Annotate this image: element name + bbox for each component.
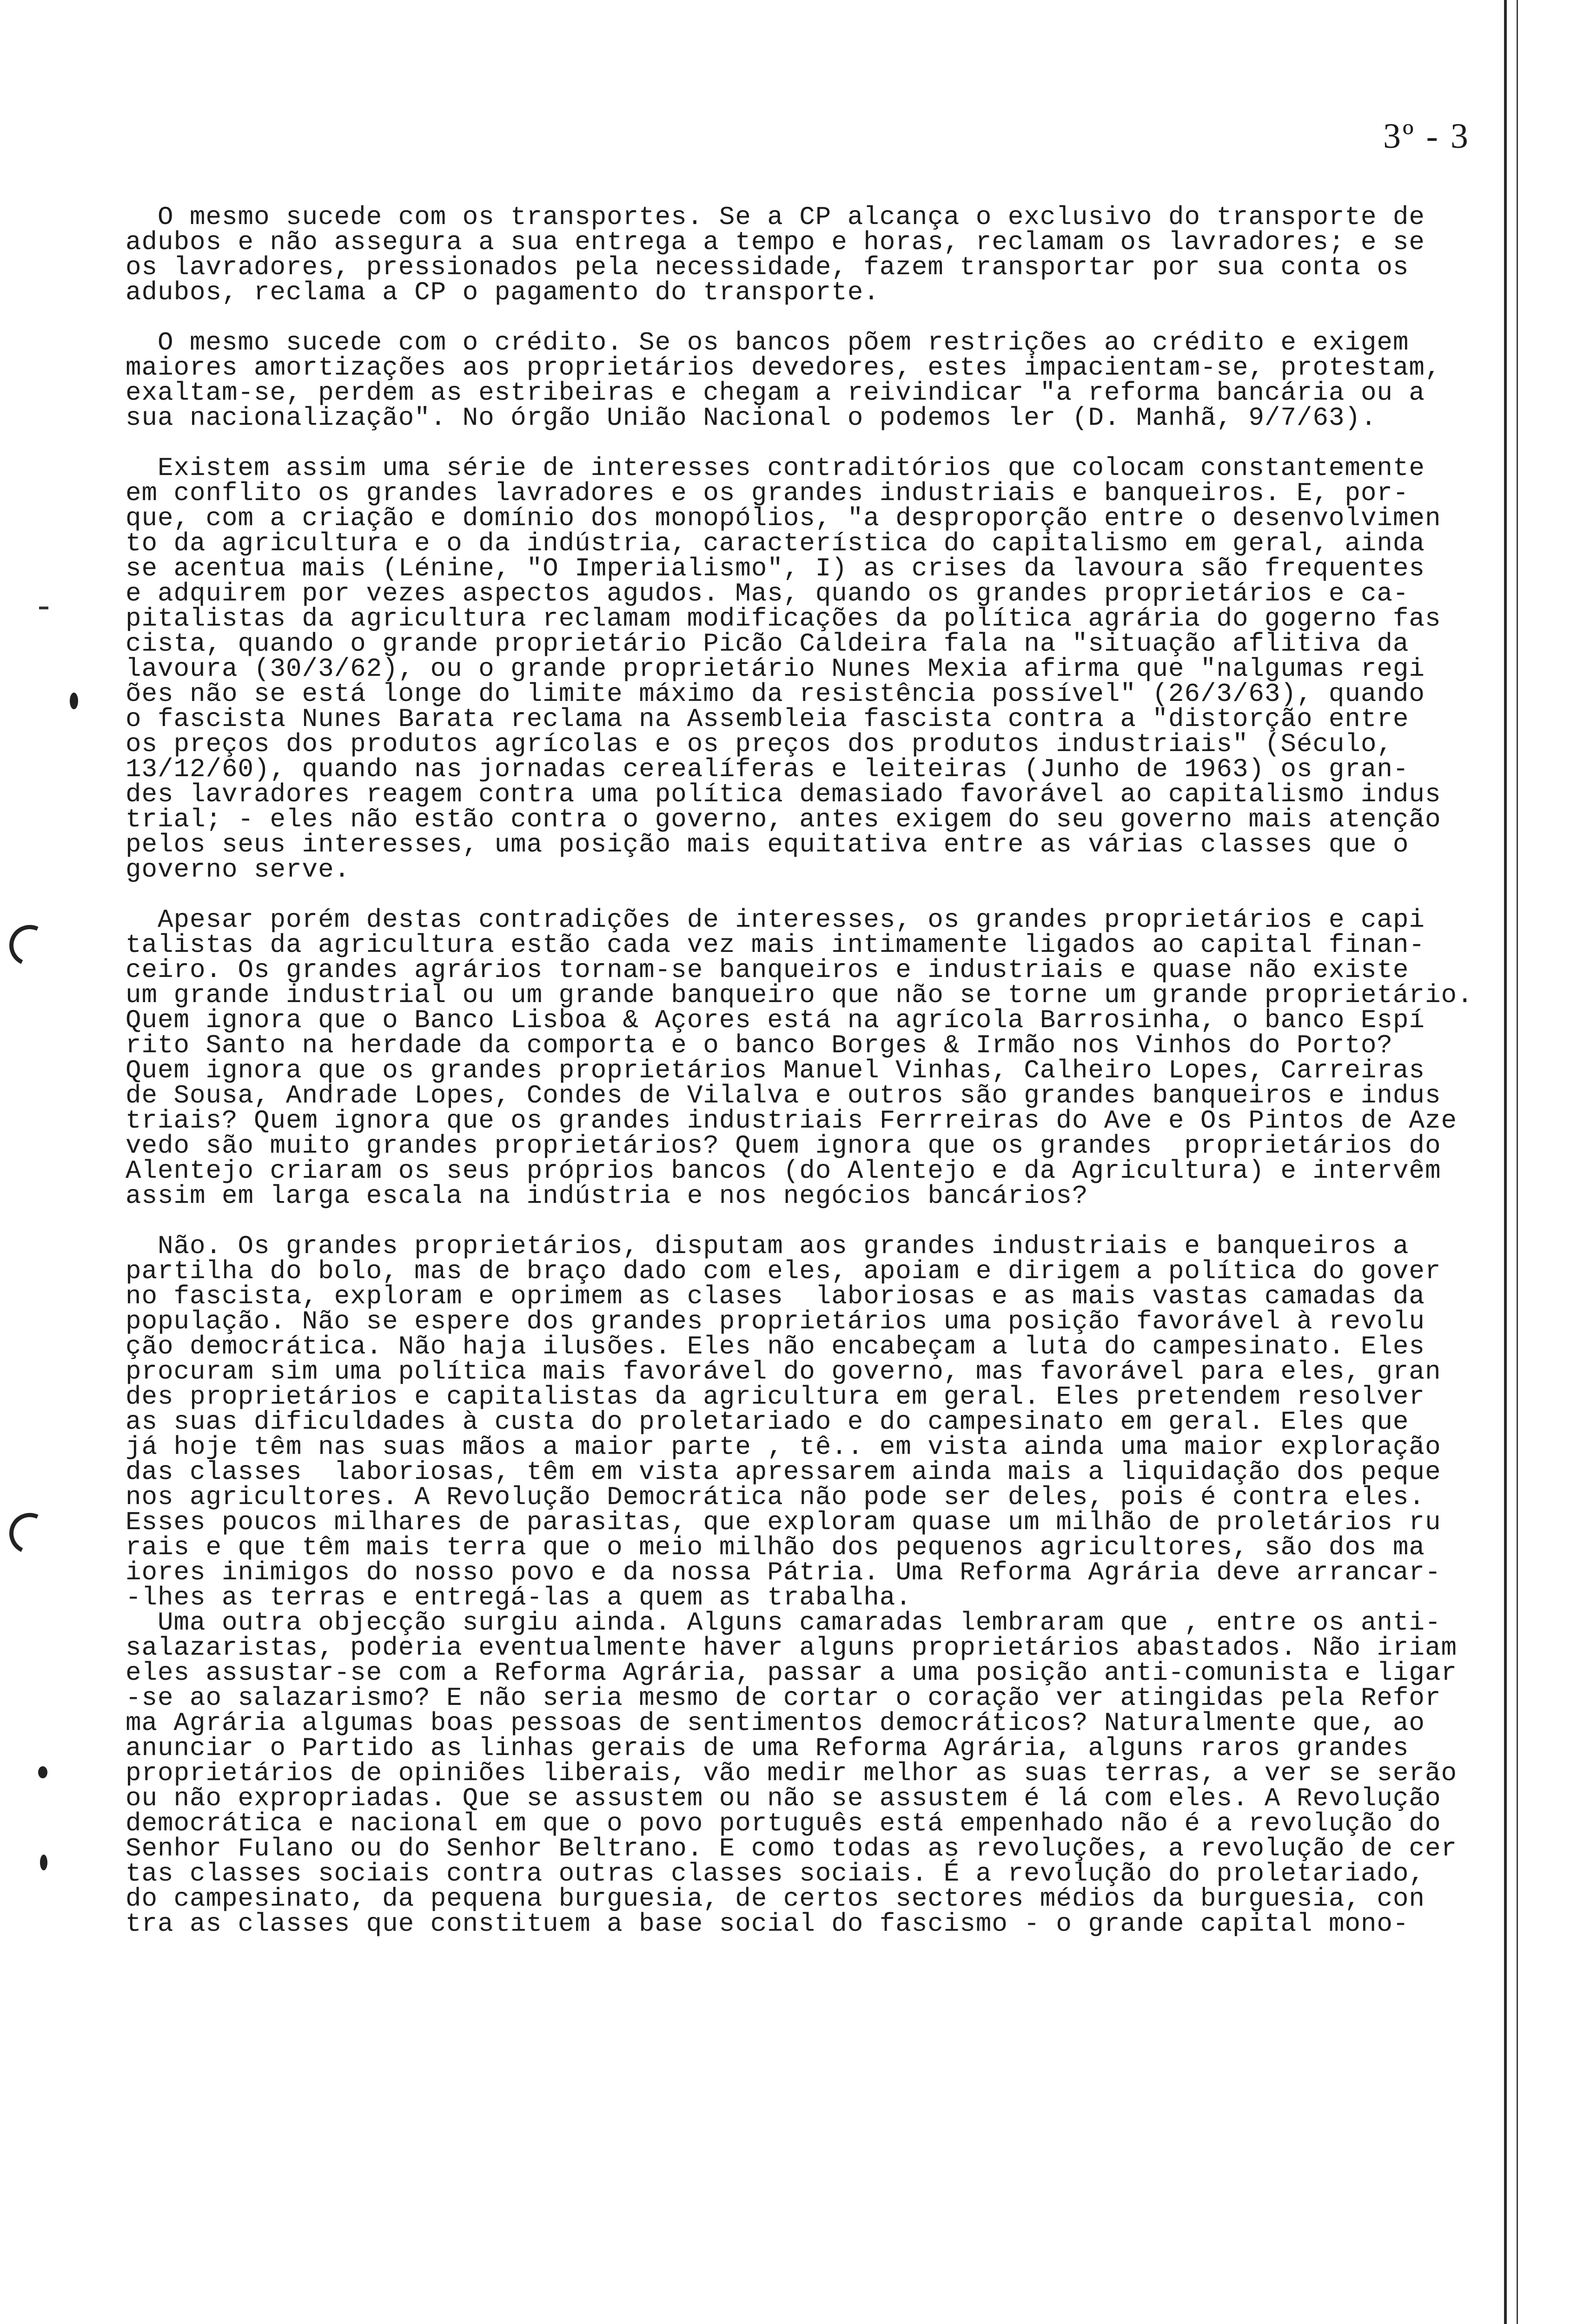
paragraph-no-illusions [126, 1231, 1502, 1939]
text-line: as suas dificuldades à custa do proletariado e do campesinato em geral. Eles que [126, 1407, 1409, 1437]
text-line: e adquirem por vezes aspectos agudos. Mas, quando os grandes proprietários e ca- [126, 579, 1409, 608]
ink-speck [38, 1766, 47, 1778]
text-line: Esses poucos milhares de parasitas, que exploram quase um milhão de proletários ru [126, 1507, 1441, 1537]
text-line: pelos seus interesses, uma posição mais equitativa entre as várias classes que o [126, 830, 1409, 859]
text-line: des proprietários e capitalistas da agricultura em geral. Eles pretendem resolver [126, 1382, 1425, 1412]
margin-tick [39, 607, 48, 609]
text-line: procuram sim uma política mais favorável do governo, mas favorável para eles, gran [126, 1357, 1441, 1386]
text-line: rais e que têm mais terra que o meio milhão dos pequenos agricultores, são dos ma [126, 1532, 1425, 1562]
text-line: exaltam-se, perdem as estribeiras e chegam a reivindicar "a reforma bancária ou a [126, 378, 1425, 408]
text-line: proprietários de opiniões liberais, vão medir melhor as suas terras, a ver se serão [126, 1758, 1457, 1788]
text-line: Quem ignora que os grandes proprietários Manuel Vinhas, Calheiro Lopes, Carreiras [126, 1056, 1425, 1085]
text-line: lavoura (30/3/62), ou o grande proprietário Nunes Mexia afirma que "nalgumas regi [126, 654, 1425, 684]
text-line: tas classes sociais contra outras classes sociais. É a revolução do proletariado, [126, 1859, 1425, 1888]
text-line: de Sousa, Andrade Lopes, Condes de Vilalva e outros são grandes banqueiros e indus [126, 1081, 1441, 1110]
text-line: O mesmo sucede com o crédito. Se os bancos põem restrições ao crédito e exigem [126, 328, 1409, 357]
text-line: partilha do bolo, mas de braço dado com eles, apoiam e dirigem a política do gover [126, 1256, 1441, 1286]
text-line: em conflito os grandes lavradores e os grandes industriais e banqueiros. E, por- [126, 478, 1409, 508]
text-line: -lhes as terras e entregá-las a quem as trabalha. [126, 1583, 912, 1612]
text-line: um grande industrial ou um grande banqueiro que não se torne um grande proprietário. [126, 980, 1473, 1010]
text-line: adubos, reclama a CP o pagamento do transporte. [126, 277, 880, 307]
punch-hole-mark [4, 1507, 56, 1560]
text-line: to da agricultura e o da indústria, característica do capitalismo em geral, ainda [126, 528, 1425, 558]
text-line: des lavradores reagem contra uma política demasiado favorável ao capitalismo indus [126, 779, 1441, 809]
ink-speck [40, 1855, 47, 1870]
text-line: vedo são muito grandes proprietários? Quem ignora que os grandes proprietários do [126, 1131, 1441, 1161]
text-line: tra as classes que constituem a base social do fascismo - o grande capital mono- [126, 1909, 1409, 1939]
text-line: cista, quando o grande proprietário Picão Caldeira fala na "situação aflitiva da [126, 629, 1409, 659]
text-line: O mesmo sucede com os transportes. Se a CP alcança o exclusivo do transporte de [126, 202, 1425, 232]
text-line: sua nacionalização". No órgão União Nacional o podemos ler (D. Manhã, 9/7/63). [126, 403, 1377, 433]
text-line: ção democrática. Não haja ilusões. Eles não encabeçam a luta do campesinato. Eles [126, 1332, 1425, 1361]
text-line: os lavradores, pressionados pela necessidade, fazem transportar por sua conta os [126, 252, 1409, 282]
text-line: Alentejo criaram os seus próprios bancos (do Alentejo e da Agricultura) e intervêm [126, 1156, 1441, 1186]
text-line: ma Agrária algumas boas pessoas de sentimentos democráticos? Naturalmente que, ao [126, 1708, 1425, 1738]
text-line: ou não expropriadas. Que se assustem ou não se assustem é lá com eles. A Revolução [126, 1783, 1441, 1813]
text-line: anunciar o Partido as linhas gerais de uma Reforma Agrária, alguns raros grandes [126, 1733, 1409, 1763]
text-line: população. Não se espere dos grandes proprietários uma posição favorável à revolu [126, 1307, 1425, 1336]
text-line: eles assustar-se com a Reforma Agrária, passar a uma posição anti-comunista e ligar [126, 1658, 1457, 1688]
text-line: Quem ignora que o Banco Lisboa & Açores está na agrícola Barrosinha, o banco Espí [126, 1005, 1425, 1035]
paragraph-financial-capital [126, 905, 1502, 1211]
page-number: 3º - 3 [1383, 117, 1470, 156]
text-line: se acentua mais (Lénine, "O Imperialismo", I) as crises da lavoura são frequentes [126, 554, 1425, 583]
punch-hole-mark [4, 919, 56, 972]
text-line: -se ao salazarismo? E não seria mesmo de cortar o coração ver atingidas pela Refor [126, 1683, 1441, 1713]
text-line: ões não se está longe do limite máximo da resistência possível" (26/3/63), quando [126, 679, 1425, 709]
text-line: o fascista Nunes Barata reclama na Assembleia fascista contra a "distorção entre [126, 704, 1409, 734]
text-line: talistas da agricultura estão cada vez mais intimamente ligados ao capital finan- [126, 930, 1425, 960]
text-line: que, com a criação e domínio dos monopólios, "a desproporção entre o desenvolvimen [126, 503, 1441, 533]
text-line: ceiro. Os grandes agrários tornam-se banqueiros e industriais e quase não existe [126, 955, 1409, 985]
paragraph-transports [126, 202, 1502, 307]
text-line: Senhor Fulano ou do Senhor Beltrano. E como todas as revoluções, a revolução de cer [126, 1834, 1457, 1863]
text-line: no fascista, exploram e oprimem as clases laboriosas e as mais vastas camadas da [126, 1281, 1425, 1311]
right-margin-rule [1504, 0, 1507, 2324]
text-line: adubos e não assegura a sua entrega a tempo e horas, reclamam os lavradores; e se [126, 227, 1425, 257]
text-line: Não. Os grandes proprietários, disputam aos grandes industriais e banqueiros a [126, 1231, 1409, 1261]
text-line: assim em larga escala na indústria e nos negócios bancários? [126, 1181, 1088, 1211]
text-line: Uma outra objecção surgiu ainda. Alguns camaradas lembraram que , entre os anti- [126, 1608, 1441, 1637]
paragraph-credit [126, 328, 1502, 433]
text-line: os preços dos produtos agrícolas e os preços dos produtos industriais" (Século, [126, 729, 1393, 759]
text-line: pitalistas da agricultura reclamam modificações da política agrária do gogerno fas [126, 604, 1441, 634]
text-line: Apesar porém destas contradições de interesses, os grandes proprietários e capi [126, 905, 1425, 935]
ink-speck [70, 693, 78, 709]
text-line: iores inimigos do nosso povo e da nossa Pátria. Uma Reforma Agrária deve arrancar- [126, 1558, 1441, 1587]
text-line: salazaristas, poderia eventualmente haver alguns proprietários abastados. Não iriam [126, 1633, 1457, 1663]
text-line: triais? Quem ignora que os grandes industriais Ferrreiras do Ave e Os Pintos de Aze [126, 1106, 1457, 1136]
right-margin-rule-secondary [1517, 0, 1518, 2324]
text-line: maiores amortizações aos proprietários devedores, estes impacientam-se, protestam, [126, 353, 1441, 383]
text-line: do campesinato, da pequena burguesia, de certos sectores médios da burguesia, con [126, 1884, 1425, 1914]
text-line: governo serve. [126, 855, 351, 885]
text-line: rito Santo na herdade da comporta e o banco Borges & Irmão nos Vinhos do Porto? [126, 1030, 1393, 1060]
text-line: trial; - eles não estão contra o governo, antes exigem do seu governo mais atenção [126, 805, 1441, 834]
text-line: já hoje têm nas suas mãos a maior parte , tê.. em vista ainda uma maior exploração [126, 1432, 1441, 1462]
paragraph-contradictions [126, 453, 1502, 885]
text-line: 13/12/60), quando nas jornadas cerealíferas e leiteiras (Junho de 1963) os gran- [126, 754, 1409, 784]
text-line: das classes laboriosas, têm em vista apressarem ainda mais a liquidação dos peque [126, 1457, 1441, 1487]
document-body [126, 202, 1502, 1939]
text-line: democrática e nacional em que o povo português está empenhado não é a revolução do [126, 1809, 1441, 1838]
text-line: Existem assim uma série de interesses contraditórios que colocam constantemente [126, 453, 1425, 483]
text-line: nos agricultores. A Revolução Democrática não pode ser deles, pois é contra eles. [126, 1482, 1425, 1512]
